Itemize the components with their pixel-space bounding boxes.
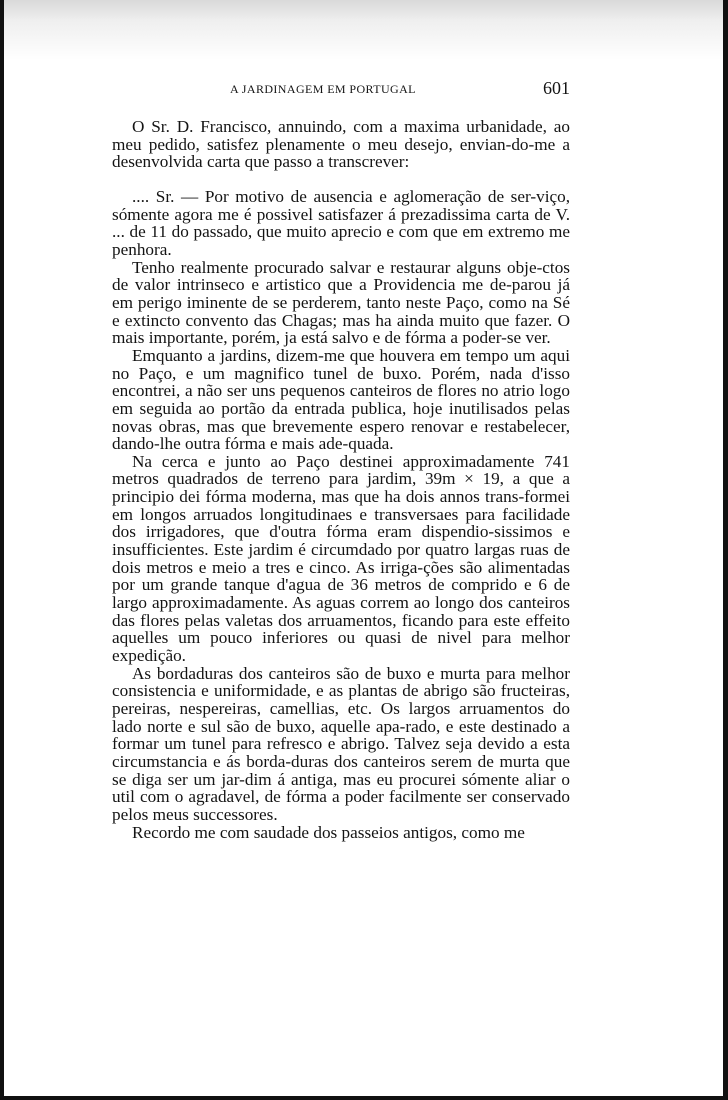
scan-left-border [0, 0, 4, 1100]
scan-right-border [723, 0, 728, 1100]
paragraph-closing: Recordo me com saudade dos passeios antigos, como me [132, 822, 525, 842]
page-header [110, 78, 570, 102]
scan-bottom-border [0, 1096, 728, 1100]
paragraph-borders: As bordaduras dos canteiros são de buxo e murta para melhor consistencia e uniformidade, e as plantas de abrigo são fructeiras, pereiras, nespereiras, camellias, etc. Os largos arruamentos do lado norte e sul são de buxo, aquelle apa-rado, e este destinado a formar um tunel para refresco e abrigo. Talvez seja devido a esta circumstancia e ás borda-duras dos canteiros serem de murta que se diga ser um jar-dim á antiga, mas eu procurei sómente aliar o util com o agradavel, de fórma a poder facilmente ser conservado pelos meus successores. [112, 663, 570, 824]
body-text [112, 118, 570, 841]
paragraph-gardens: Emquanto a jardins, dizem-me que houvera em tempo um aqui no Paço, e um magnifico tunel de buxo. Porém, nada d'isso encontrei, a não ser uns pequenos canteiros de flores no atrio logo em seguida ao portão da entrada publica, hoje inutilisados pelas novas obras, mas que brevemente espero renovar e restabelecer, dando-lhe outra fórma e mais ade-quada. [112, 345, 570, 454]
page-number: 601 [543, 78, 570, 98]
running-title: A JARDINAGEM EM PORTUGAL [230, 82, 416, 96]
paragraph-garden-layout: Na cerca e junto ao Paço destinei approximadamente 741 metros quadrados de terreno para jardim, 39m × 19, a que a principio dei fórma moderna, mas que ha dois annos trans-formei em longos arruados longitudinaes e transversaes para facilidade dos irrigadores, que d'outra fórma eram dispendio-sissimos e insufficientes. Este jardim é circumdado por quatro largas ruas de dois metros e meio a tres e cinco. As irriga-ções são alimentadas por um grande tanque d'agua de 36 metros de comprido e 6 de largo approximadamente. As aguas correm ao longo dos canteiros das flores pelas valetas dos arruamentos, ficando para este effeito aquelles um pouco inferiores ou quasi de nivel para melhor expedição. [112, 451, 570, 666]
scan-top-shading [0, 0, 728, 60]
paragraph-letter-opening: .... Sr. — Por motivo de ausencia e aglomeração de ser-viço, sómente agora me é possivel satisfazer á prezadissima carta de V. ... de 11 do passado, que muito aprecio e com que em extremo me penhora. [112, 186, 570, 259]
paragraph-intro: O Sr. D. Francisco, annuindo, com a maxima urbanidade, ao meu pedido, satisfez plenamente o meu desejo, envian-do-me a desenvolvida carta que passo a transcrever: [112, 117, 570, 172]
paragraph-restoration: Tenho realmente procurado salvar e restaurar alguns obje-ctos de valor intrinseco e artistico que a Providencia me de-parou já em perigo iminente de se perderem, tanto neste Paço, como na Sé e extincto convento das Chagas; mas ha ainda muito que fazer. O mais importante, porém, ja está salvo e de fórma a poder-se ver. [112, 257, 570, 348]
